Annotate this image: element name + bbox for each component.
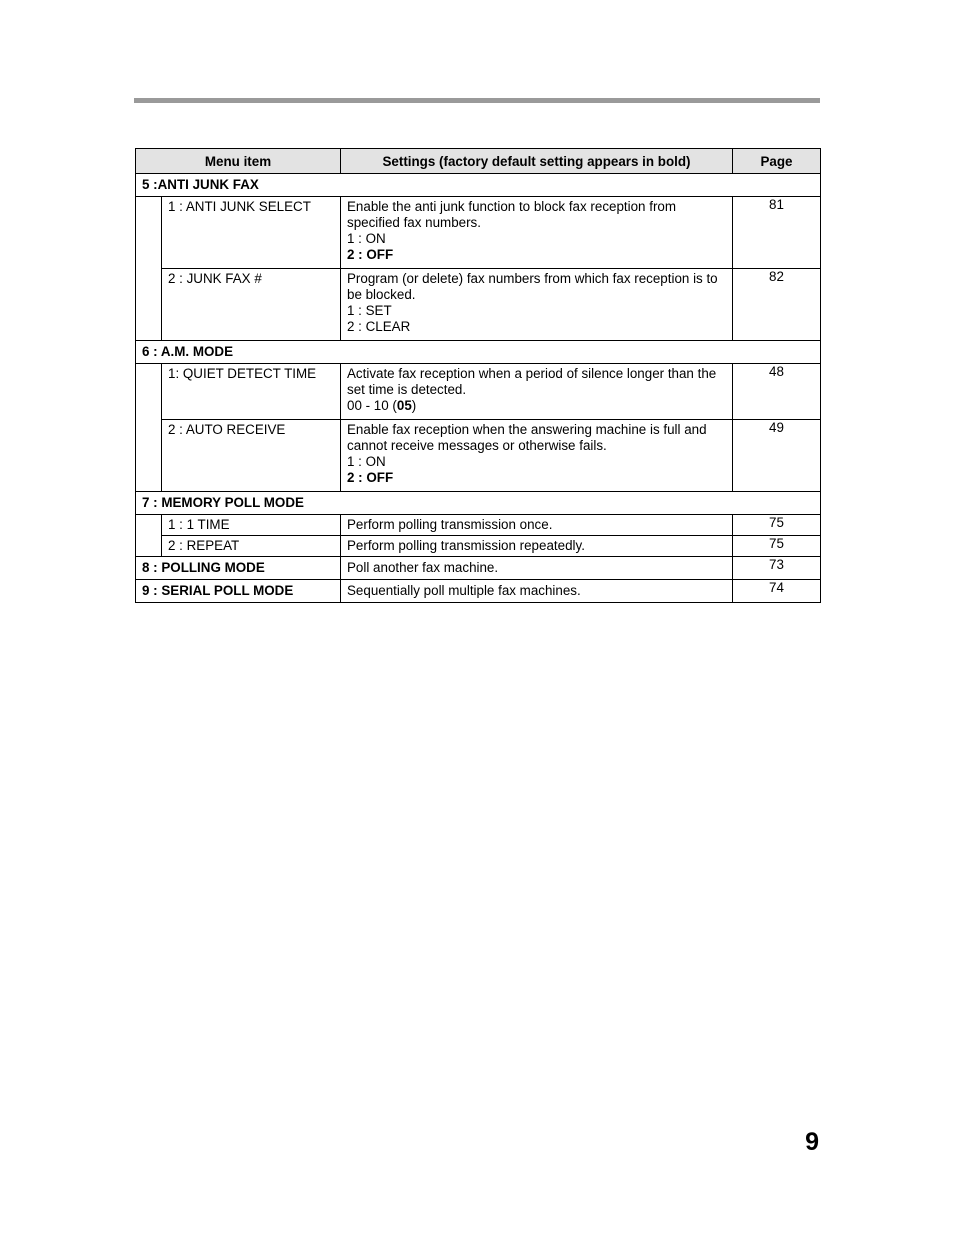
menu-item-cell: 8 : POLLING MODE [136,557,341,580]
table-row [136,197,821,269]
table-row [136,269,821,341]
settings-cell: Perform polling transmission once. [341,515,733,536]
settings-cell [341,269,733,341]
menu-item-cell: 2 : JUNK FAX # [162,269,341,341]
settings-cell [341,364,733,420]
header-page: Page [733,149,821,174]
indent-cell [136,515,162,557]
page-cell: 75 [733,536,821,557]
settings-cell [341,420,733,492]
page-cell: 48 [733,364,821,420]
menu-item-cell: 9 : SERIAL POLL MODE [136,580,341,603]
table-row [136,536,821,557]
indent-cell [136,197,162,341]
page-cell: 81 [733,197,821,269]
settings-description: Program (or delete) fax numbers from which fax reception is to be blocked. [347,271,718,302]
table-row [136,364,821,420]
table-row [136,515,821,536]
page-cell: 73 [733,557,821,580]
settings-option-default: 2 : OFF [347,470,394,485]
table-row-polling-mode [136,557,821,580]
page-cell: 75 [733,515,821,536]
range-suffix: ) [411,398,417,413]
settings-description: Enable the anti junk function to block fax reception from specified fax numbers. [347,199,677,230]
menu-item-cell: 2 : AUTO RECEIVE [162,420,341,492]
fax-menu-table [135,148,821,603]
group-title: 5 :ANTI JUNK FAX [136,174,821,197]
range-prefix: 00 - 10 ( [347,398,397,413]
group-title: 6 : A.M. MODE [136,341,821,364]
settings-cell [341,197,733,269]
settings-option: 1 : SET [347,303,392,318]
settings-description: Activate fax reception when a period of silence longer than the set time is detected. [347,366,717,397]
menu-item-cell: 2 : REPEAT [162,536,341,557]
indent-cell [136,364,162,492]
group-row-memory-poll-mode [136,492,821,515]
group-row-anti-junk-fax [136,174,821,197]
settings-option: 1 : ON [347,454,386,469]
settings-description: Enable fax reception when the answering machine is full and cannot receive messages or otherwise fails. [347,422,707,453]
range-default: 05 [396,398,412,413]
header-menu-item: Menu item [136,149,341,174]
page-cell: 82 [733,269,821,341]
settings-cell: Sequentially poll multiple fax machines. [341,580,733,603]
table-row-serial-poll-mode [136,580,821,603]
settings-cell: Poll another fax machine. [341,557,733,580]
menu-item-cell: 1: QUIET DETECT TIME [162,364,341,420]
settings-range [347,398,726,414]
settings-option: 2 : CLEAR [347,319,411,334]
menu-item-cell: 1 : ANTI JUNK SELECT [162,197,341,269]
page-cell: 74 [733,580,821,603]
page-cell: 49 [733,420,821,492]
page-number: 9 [805,1128,819,1156]
menu-item-cell: 1 : 1 TIME [162,515,341,536]
settings-option: 1 : ON [347,231,386,246]
settings-cell: Perform polling transmission repeatedly. [341,536,733,557]
table-header-row [136,149,821,174]
table-row [136,420,821,492]
top-rule [134,98,820,103]
group-row-am-mode [136,341,821,364]
settings-option-default: 2 : OFF [347,247,394,262]
group-title: 7 : MEMORY POLL MODE [136,492,821,515]
header-settings: Settings (factory default setting appears in bold) [341,149,733,174]
